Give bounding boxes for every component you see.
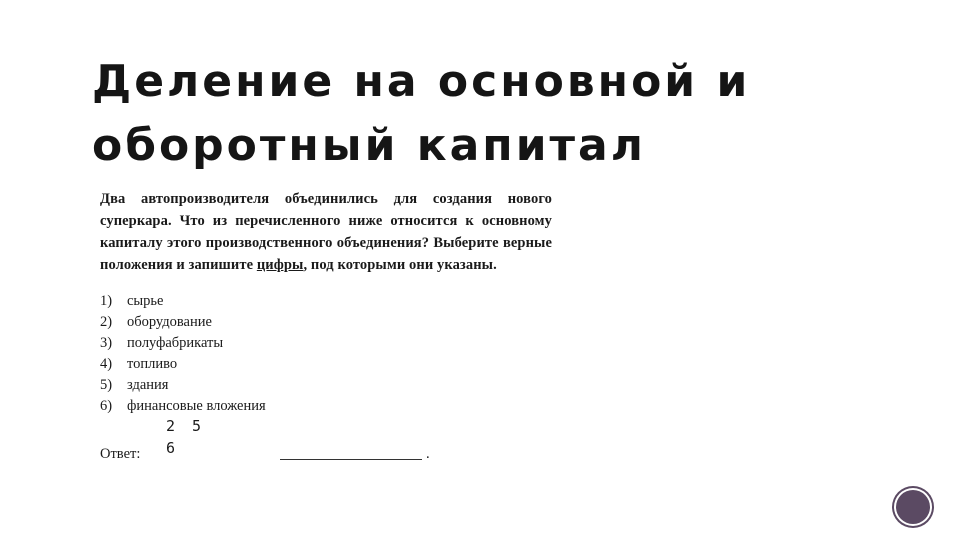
task-question	[100, 188, 552, 276]
option-item	[100, 333, 552, 354]
answer-line	[280, 458, 422, 460]
option-text: сырье	[127, 293, 164, 309]
slide-title-line-2: оборотный капитал	[92, 120, 646, 171]
task-scan	[100, 188, 552, 465]
slide-title	[92, 50, 812, 178]
option-number: 2)	[100, 314, 113, 330]
answer-row	[100, 417, 552, 465]
option-text: здания	[127, 377, 169, 393]
option-item	[100, 396, 552, 417]
option-item	[100, 354, 552, 375]
options-list	[100, 291, 552, 417]
option-text: финансовые вложения	[127, 398, 266, 414]
option-text: оборудование	[127, 314, 212, 330]
page-badge-icon	[896, 490, 930, 524]
option-number: 4)	[100, 356, 113, 372]
answer-label: Ответ:	[100, 446, 141, 462]
option-number: 3)	[100, 335, 113, 351]
slide-title-line-1: Деление на основной и	[92, 56, 751, 107]
answer-value: 2 5 6	[166, 417, 206, 457]
question-text-2: , под которыми они указаны.	[303, 257, 497, 273]
question-emphasis: цифры	[256, 257, 304, 273]
option-number: 5)	[100, 377, 113, 393]
option-number: 6)	[100, 398, 113, 414]
option-text: топливо	[127, 356, 178, 372]
option-item	[100, 312, 552, 333]
question-text-1: Два автопроизводителя объединились для создания нового суперкара. Что из перечисленного ниже относится к основному капиталу этого производственного объединения? Выберите верные положения и запишите	[100, 191, 552, 273]
option-text: полуфабрикаты	[127, 335, 224, 351]
answer-period: .	[426, 446, 430, 462]
option-item	[100, 291, 552, 312]
option-item	[100, 375, 552, 396]
option-number: 1)	[100, 293, 113, 309]
